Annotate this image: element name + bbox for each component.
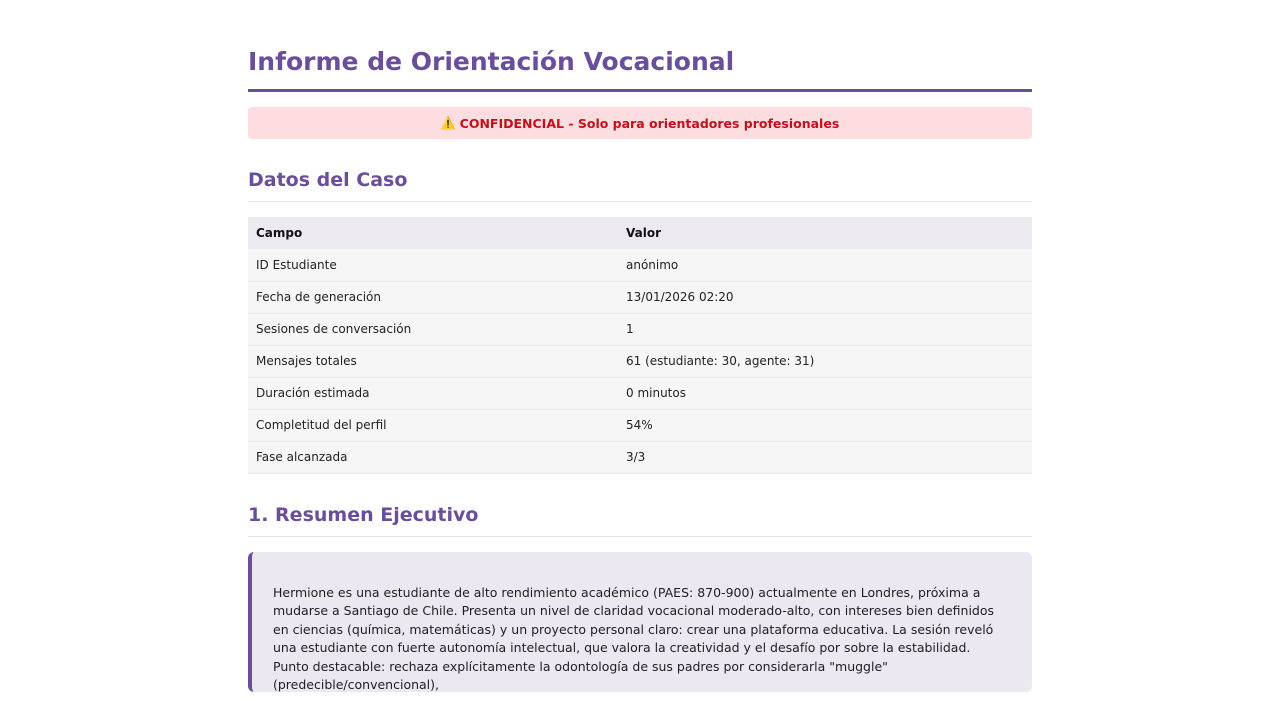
row-field: Fecha de generación bbox=[248, 281, 618, 313]
row-value: 1 bbox=[618, 313, 1032, 345]
row-field: ID Estudiante bbox=[248, 249, 618, 281]
column-header-value: Valor bbox=[618, 217, 1032, 249]
case-data-table bbox=[248, 217, 1032, 474]
summary-section-title: 1. Resumen Ejecutivo bbox=[248, 502, 1032, 537]
table-row bbox=[248, 441, 1032, 473]
column-header-field: Campo bbox=[248, 217, 618, 249]
case-section-title: Datos del Caso bbox=[248, 167, 1032, 202]
row-field: Completitud del perfil bbox=[248, 409, 618, 441]
table-row bbox=[248, 345, 1032, 377]
row-value: 3/3 bbox=[618, 441, 1032, 473]
table-row bbox=[248, 313, 1032, 345]
row-value: 13/01/2026 02:20 bbox=[618, 281, 1032, 313]
confidential-banner bbox=[248, 107, 1032, 139]
row-value: 61 (estudiante: 30, agente: 31) bbox=[618, 345, 1032, 377]
confidential-text: CONFIDENCIAL - Solo para orientadores profesionales bbox=[459, 115, 840, 131]
table-row bbox=[248, 409, 1032, 441]
row-value: 54% bbox=[618, 409, 1032, 441]
executive-summary-text: Hermione es una estudiante de alto rendimiento académico (PAES: 870-900) actualmente en Londres, próxima a mudarse a Santiago de Chile. Presenta un nivel de claridad vocacional moderado-alto, con intereses bien definidos en ciencias (química, matemáticas) y un proyecto personal claro: crear una plataforma educativa. La sesión reveló una estudiante con fuerte autonomía intelectual, que valora la creatividad y el desafío por sobre la estabilidad. Punto destacable: rechaza explícitamente la odontología de sus padres por considerarla "muggle" (predecible/convencional), bbox=[273, 584, 995, 692]
row-field: Sesiones de conversación bbox=[248, 313, 618, 345]
row-field: Mensajes totales bbox=[248, 345, 618, 377]
row-field: Duración estimada bbox=[248, 377, 618, 409]
page-title: Informe de Orientación Vocacional bbox=[248, 45, 1032, 92]
warning-icon: ⚠️ bbox=[440, 116, 456, 130]
report-page bbox=[248, 45, 1032, 692]
table-row bbox=[248, 249, 1032, 281]
table-row bbox=[248, 281, 1032, 313]
table-header-row bbox=[248, 217, 1032, 249]
row-value: 0 minutos bbox=[618, 377, 1032, 409]
executive-summary-box bbox=[248, 552, 1032, 692]
table-row bbox=[248, 377, 1032, 409]
row-value: anónimo bbox=[618, 249, 1032, 281]
row-field: Fase alcanzada bbox=[248, 441, 618, 473]
